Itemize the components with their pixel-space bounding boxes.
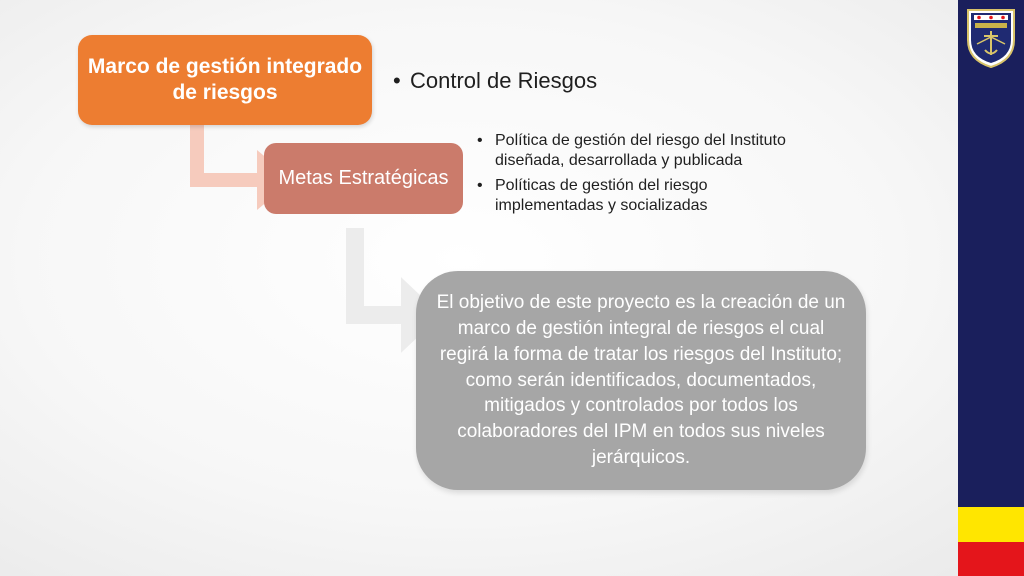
level2-bullet: • Políticas de gestión del riesgo implementadas y socializadas (477, 176, 807, 216)
level1-title: Marco de gestión integrado de riesgos (87, 54, 363, 104)
level2-box (264, 143, 463, 214)
level1-bullets (393, 68, 597, 94)
level2-title: Metas Estratégicas (278, 167, 449, 189)
band-navy (958, 0, 1024, 507)
band-yellow (958, 507, 1024, 542)
side-color-band (958, 0, 1024, 576)
level2-bullet: • Política de gestión del riesgo del Instituto diseñada, desarrollada y publicada (477, 131, 807, 171)
level3-text: El objetivo de este proyecto es la creación de un marco de gestión integral de riesgos el cual regirá la forma de tratar los riesgos del Instituto; como serán identificados, documentados, mitigados y controlados por todos los colaboradores del IPM en todos sus niveles jerárquicos. (436, 292, 846, 469)
level3-box (416, 271, 866, 490)
band-red (958, 542, 1024, 576)
level1-bullet: • Control de Riesgos (393, 68, 597, 94)
level1-box (78, 35, 372, 125)
level2-bullets (477, 131, 807, 221)
navy-shield-emblem-icon (964, 6, 1018, 70)
